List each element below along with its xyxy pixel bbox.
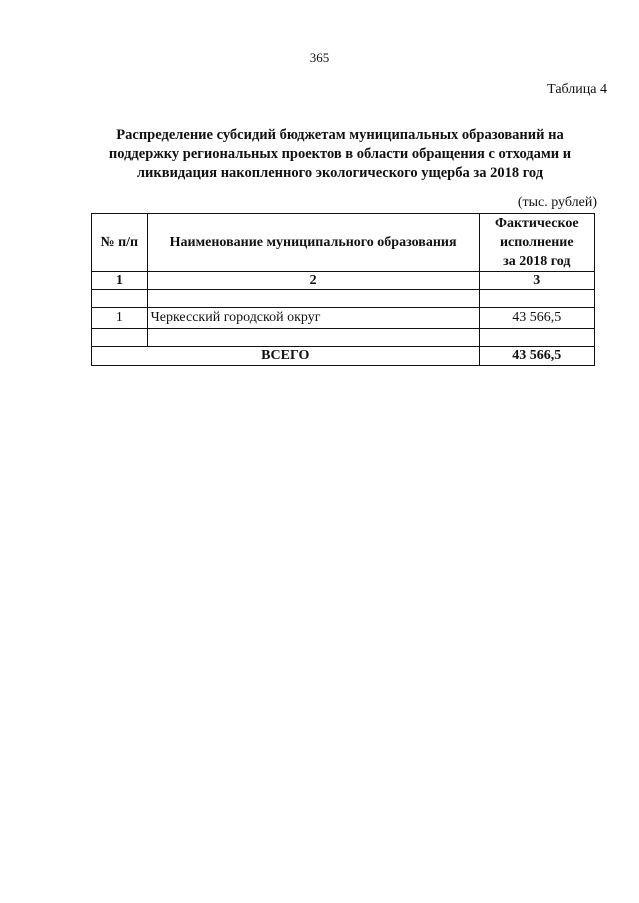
column-index: 2 (147, 272, 479, 290)
total-value: 43 566,5 (479, 347, 594, 366)
title-line: Распределение субсидий бюджетам муниципальных образований на (116, 127, 564, 143)
header-actual-execution (479, 214, 594, 272)
title-line: поддержку региональных проектов в области обращения с отходами и (108, 146, 572, 162)
subsidy-table (91, 213, 595, 366)
empty-row (92, 290, 595, 308)
column-index: 3 (479, 272, 594, 290)
table-header-row (92, 214, 595, 272)
document-title (80, 126, 600, 183)
header-value-line: Фактическое (494, 216, 579, 231)
header-number: № п/п (92, 214, 148, 272)
header-value-line: исполнение (499, 235, 574, 250)
total-label: ВСЕГО (92, 347, 480, 366)
row-number: 1 (92, 308, 148, 329)
empty-row (92, 329, 595, 347)
units-note: (тыс. рублей) (517, 195, 597, 210)
total-row (92, 347, 595, 366)
title-line: ликвидация накопленного экологического ущерба за 2018 год (136, 165, 544, 181)
header-municipality: Наименование муниципального образования (147, 214, 479, 272)
column-index-row (92, 272, 595, 290)
row-municipality: Черкесский городской округ (147, 308, 479, 329)
page-number: 365 (309, 50, 330, 65)
table-row (92, 308, 595, 329)
column-index: 1 (92, 272, 148, 290)
header-value-line: за 2018 год (503, 254, 571, 269)
table-label: Таблица 4 (547, 82, 607, 97)
row-value: 43 566,5 (479, 308, 594, 329)
